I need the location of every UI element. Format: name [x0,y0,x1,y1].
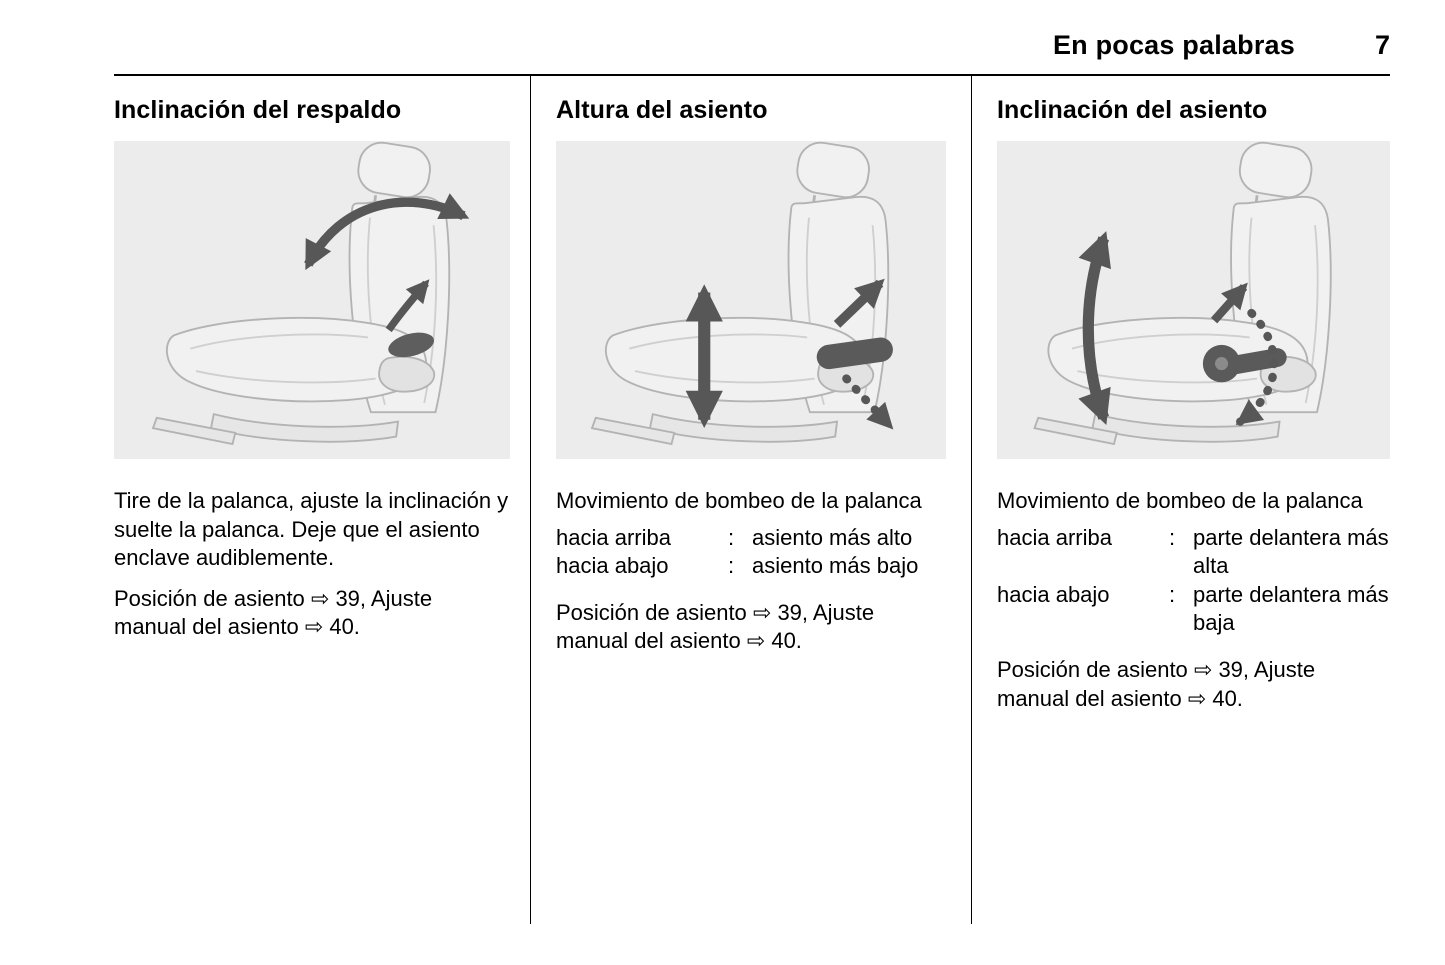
column-seat-height [530,76,972,924]
definition-row [997,524,1390,581]
definition-colon: : [728,553,735,579]
column-body [997,656,1390,713]
seat-tilt-illustration [997,141,1390,459]
section-title: En pocas palabras [1052,30,1295,60]
definition-row [556,524,946,553]
definition-desc: asiento más alto [752,524,913,550]
seat-height-icon [556,141,946,459]
reference-text: Posición de asiento ⇨ 39, Ajuste manual del asiento ⇨ 40. [556,599,875,654]
reference-text: Posición de asiento ⇨ 39, Ajuste manual del asiento ⇨ 40. [114,585,433,640]
definition-term: hacia arriba [556,524,671,550]
seat-height-illustration [556,141,946,459]
column-body [114,487,510,642]
definition-colon: : [728,524,735,550]
column-seat-tilt [972,76,1390,924]
page-header [114,30,1390,76]
pump-motion-text: Movimiento de bombeo de la palanca [556,488,922,513]
definition-term: hacia arriba [997,524,1112,550]
seat-backrest-recline-illustration [114,141,510,459]
definition-term: hacia abajo [556,553,669,579]
definition-list [556,524,946,581]
column-heading: Altura del asiento [556,96,768,124]
seat-tilt-icon [997,141,1390,459]
definition-desc: asiento más bajo [752,553,919,579]
definition-desc: parte delantera más alta [1193,524,1389,579]
column-body [556,599,946,656]
column-backrest-recline [114,76,530,924]
definition-colon: : [1169,581,1176,607]
reference-text: Posición de asiento ⇨ 39, Ajuste manual del asiento ⇨ 40. [997,656,1316,711]
definition-colon: : [1169,524,1176,550]
pump-motion-text: Movimiento de bombeo de la palanca [997,488,1363,513]
page-number: 7 [1374,30,1390,60]
definition-row [556,552,946,581]
instruction-text: Tire de la palanca, ajuste la inclinación y suelte la palanca. Deje que el asiento enclave audiblemente. [114,488,509,571]
definition-list [997,524,1390,638]
definition-row [997,581,1390,638]
seat-backrest-recline-icon [114,141,510,459]
definition-desc: parte delantera más baja [1193,581,1389,636]
column-heading: Inclinación del respaldo [114,96,402,124]
content-columns [114,76,1390,924]
column-heading: Inclinación del asiento [997,96,1268,124]
definition-term: hacia abajo [997,581,1110,607]
